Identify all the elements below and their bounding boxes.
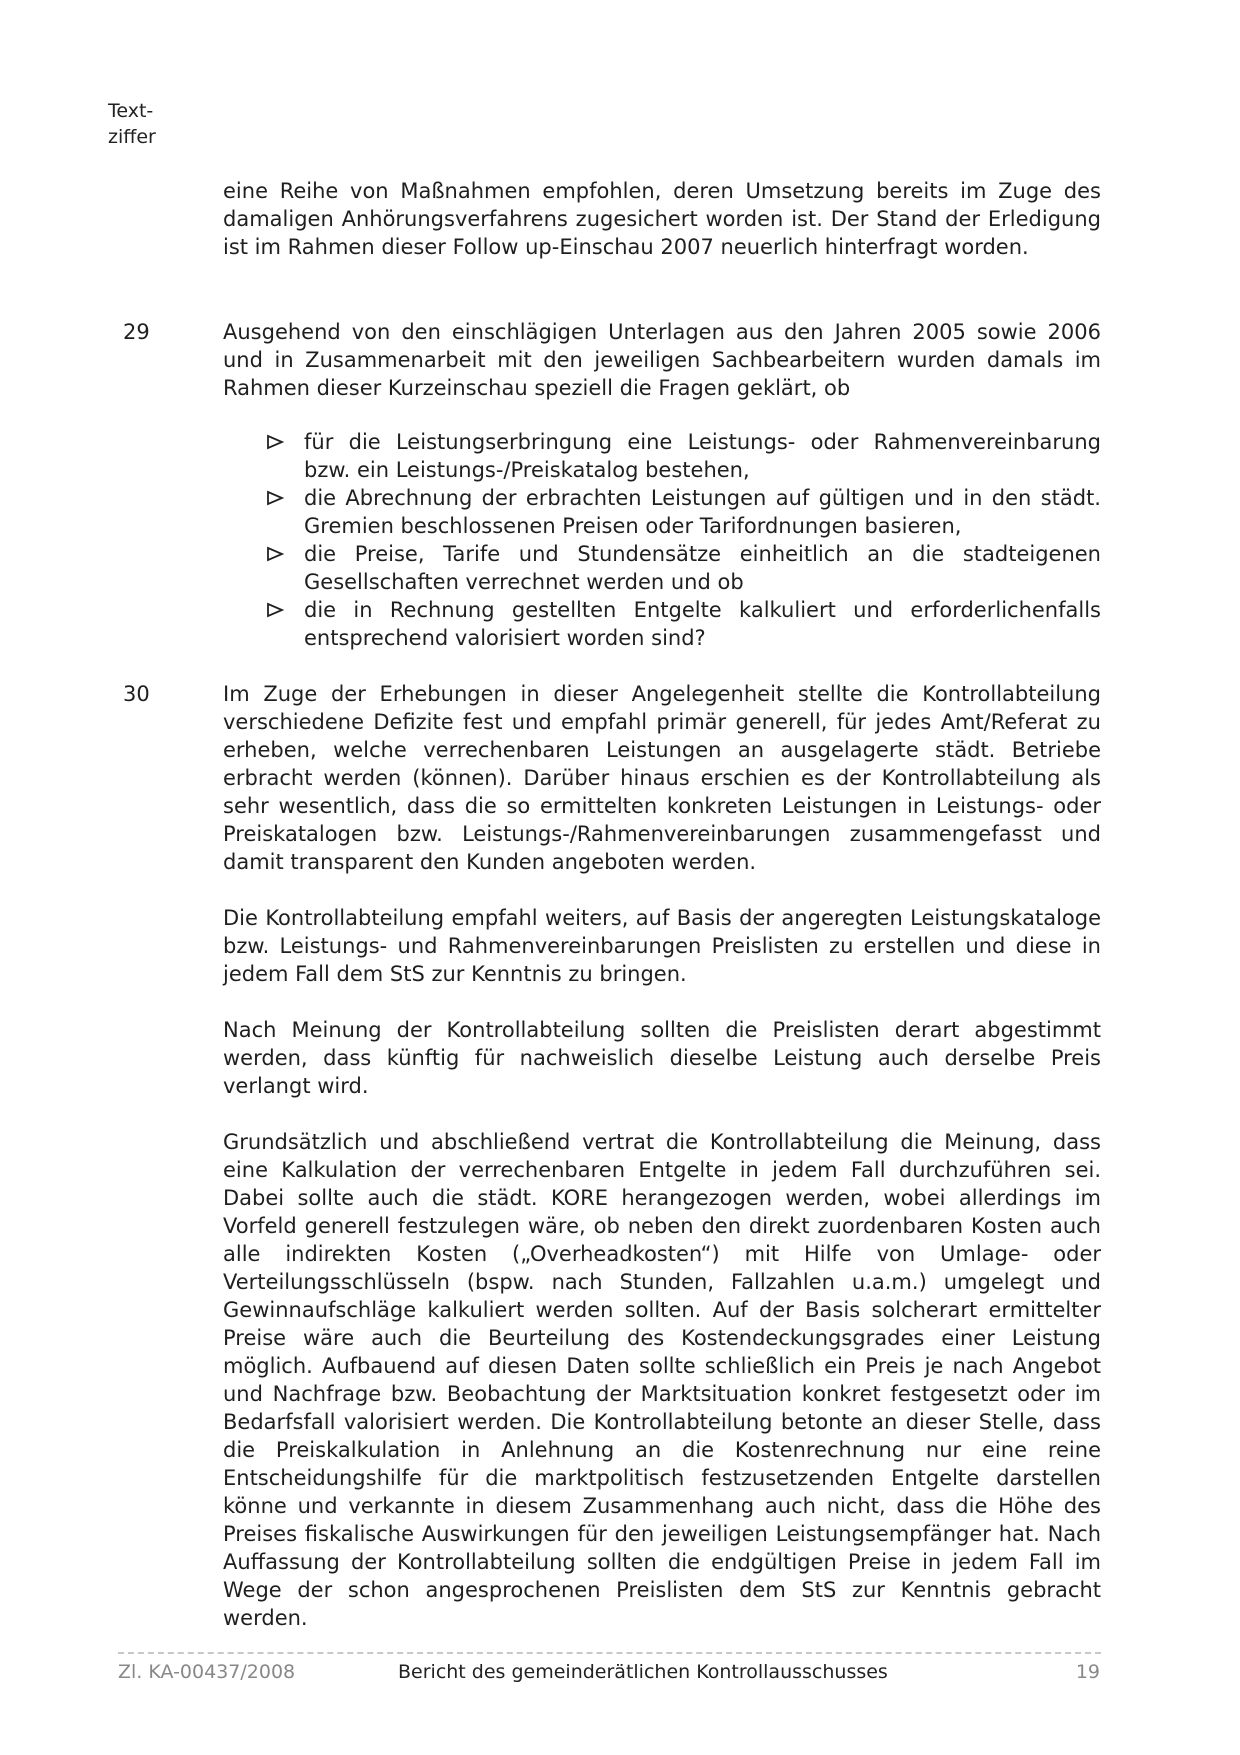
list-item [304, 484, 1101, 540]
footer-reference: Zl. KA-00437/2008 [118, 1661, 296, 1683]
list-item [304, 540, 1101, 596]
question-list [304, 428, 1101, 652]
section-number: 30 [123, 682, 150, 706]
paragraph: Grundsätzlich und abschließend vertrat die Kontrollabteilung die Meinung, dass eine Kalkulation der verrechenbaren Entgelte in jedem Fall durchzuführen sei. Dabei sollte auch die städt. KORE herangezogen werden, wobei allerdings im Vorfeld generell festzulegen wäre, ob neben den direkt zuordenbaren Kosten auch alle indirekten Kosten („Overheadkosten“) mit Hilfe von Umlage- oder Verteilungsschlüsseln (bspw. nach Stunden, Fallzahlen u.a.m.) umgelegt und Gewinnaufschläge kalkuliert werden sollten. Auf der Basis solcherart ermittelter Preise wäre auch die Beurteilung des Kostendeckungsgrades einer Leistung möglich. Aufbauend auf diesen Daten sollte schließlich ein Preis je nach Angebot und Nachfrage bzw. Beobachtung der Marktsituation konkret festgesetzt oder im Bedarfsfall valorisiert werden. Die Kontrollabteilung betonte an dieser Stelle, dass die Preiskalkulation in Anlehnung an die Kostenrechnung nur eine reine Entscheidungshilfe für die marktpolitisch festzusetzenden Entgelte darstellen könne und verkannte in diesem Zusammenhang auch nicht, dass die Höhe des Preises fiskalische Auswirkungen für den jeweiligen Leistungsempfänger hat. Nach Auffassung der Kontrollabteilung sollten die endgültigen Preise in jedem Fall im Wege der schon angesprochenen Preislisten dem StS zur Kenntnis gebracht werden. [223, 1130, 1101, 1630]
section-30-body [223, 680, 1101, 1632]
arrowhead-bullet-icon [266, 428, 284, 456]
list-item [304, 596, 1101, 652]
footer-title: Bericht des gemeinderätlichen Kontrollausschusses [398, 1661, 888, 1683]
paragraph: Im Zuge der Erhebungen in dieser Angelegenheit stellte die Kontrollabteilung verschiedene Defizite fest und empfahl primär generell, für jedes Amt/Referat zu erheben, welche verrechenbaren Leistungen an ausgelagerte städt. Betriebe erbracht werden (können). Darüber hinaus erschien es der Kontrollabteilung als sehr wesentlich, dass die so ermittelten konkreten Leistungen in Leistungs- oder Preiskatalogen bzw. Leistungs-/Rahmenvereinbarungen zusammengefasst und damit transparent den Kunden angeboten werden. [223, 682, 1101, 874]
arrowhead-bullet-icon [266, 596, 284, 624]
margin-label [108, 98, 156, 150]
page-number: 19 [1075, 1661, 1100, 1683]
margin-label-line-2: ziffer [108, 126, 156, 148]
list-item-text: für die Leistungserbringung eine Leistungs- oder Rahmenvereinbarung bzw. ein Leistungs-/Preiskatalog bestehen, [304, 430, 1101, 482]
section-29-text: Ausgehend von den einschlägigen Unterlagen aus den Jahren 2005 sowie 2006 und in Zusammenarbeit mit den jeweiligen Sachbearbeitern wurden damals im Rahmen dieser Kurzeinschau speziell die Fragen geklärt, ob [223, 320, 1101, 400]
paragraph: Nach Meinung der Kontrollabteilung sollten die Preislisten derart abgestimmt werden, dass künftig für nachweislich dieselbe Leistung auch derselbe Preis verlangt wird. [223, 1018, 1101, 1098]
list-item [304, 428, 1101, 484]
list-item-text: die Abrechnung der erbrachten Leistungen auf gültigen und in den städt. Gremien beschlossenen Preisen oder Tarifordnungen basieren, [304, 486, 1101, 538]
footer-divider [118, 1652, 1101, 1654]
list-item-text: die Preise, Tarife und Stundensätze einheitlich an die stadteigenen Gesellschaften verrechnet werden und ob [304, 542, 1101, 594]
paragraph: Die Kontrollabteilung empfahl weiters, auf Basis der angeregten Leistungskataloge bzw. Leistungs- und Rahmenvereinbarungen Preislisten zu erstellen und diese in jedem Fall dem StS zur Kenntnis zu bringen. [223, 906, 1101, 986]
list-item-text: die in Rechnung gestellten Entgelte kalkuliert und erforderlichenfalls entsprechend valorisiert worden sind? [304, 598, 1101, 650]
intro-paragraph: eine Reihe von Maßnahmen empfohlen, deren Umsetzung bereits im Zuge des damaligen Anhörungsverfahrens zugesichert worden ist. Der Stand der Erledigung ist im Rahmen dieser Follow up-Einschau 2007 neuerlich hinterfragt worden. [223, 179, 1101, 259]
arrowhead-bullet-icon [266, 540, 284, 568]
arrowhead-bullet-icon [266, 484, 284, 512]
section-number: 29 [123, 320, 150, 344]
margin-label-line-1: Text- [108, 100, 154, 122]
